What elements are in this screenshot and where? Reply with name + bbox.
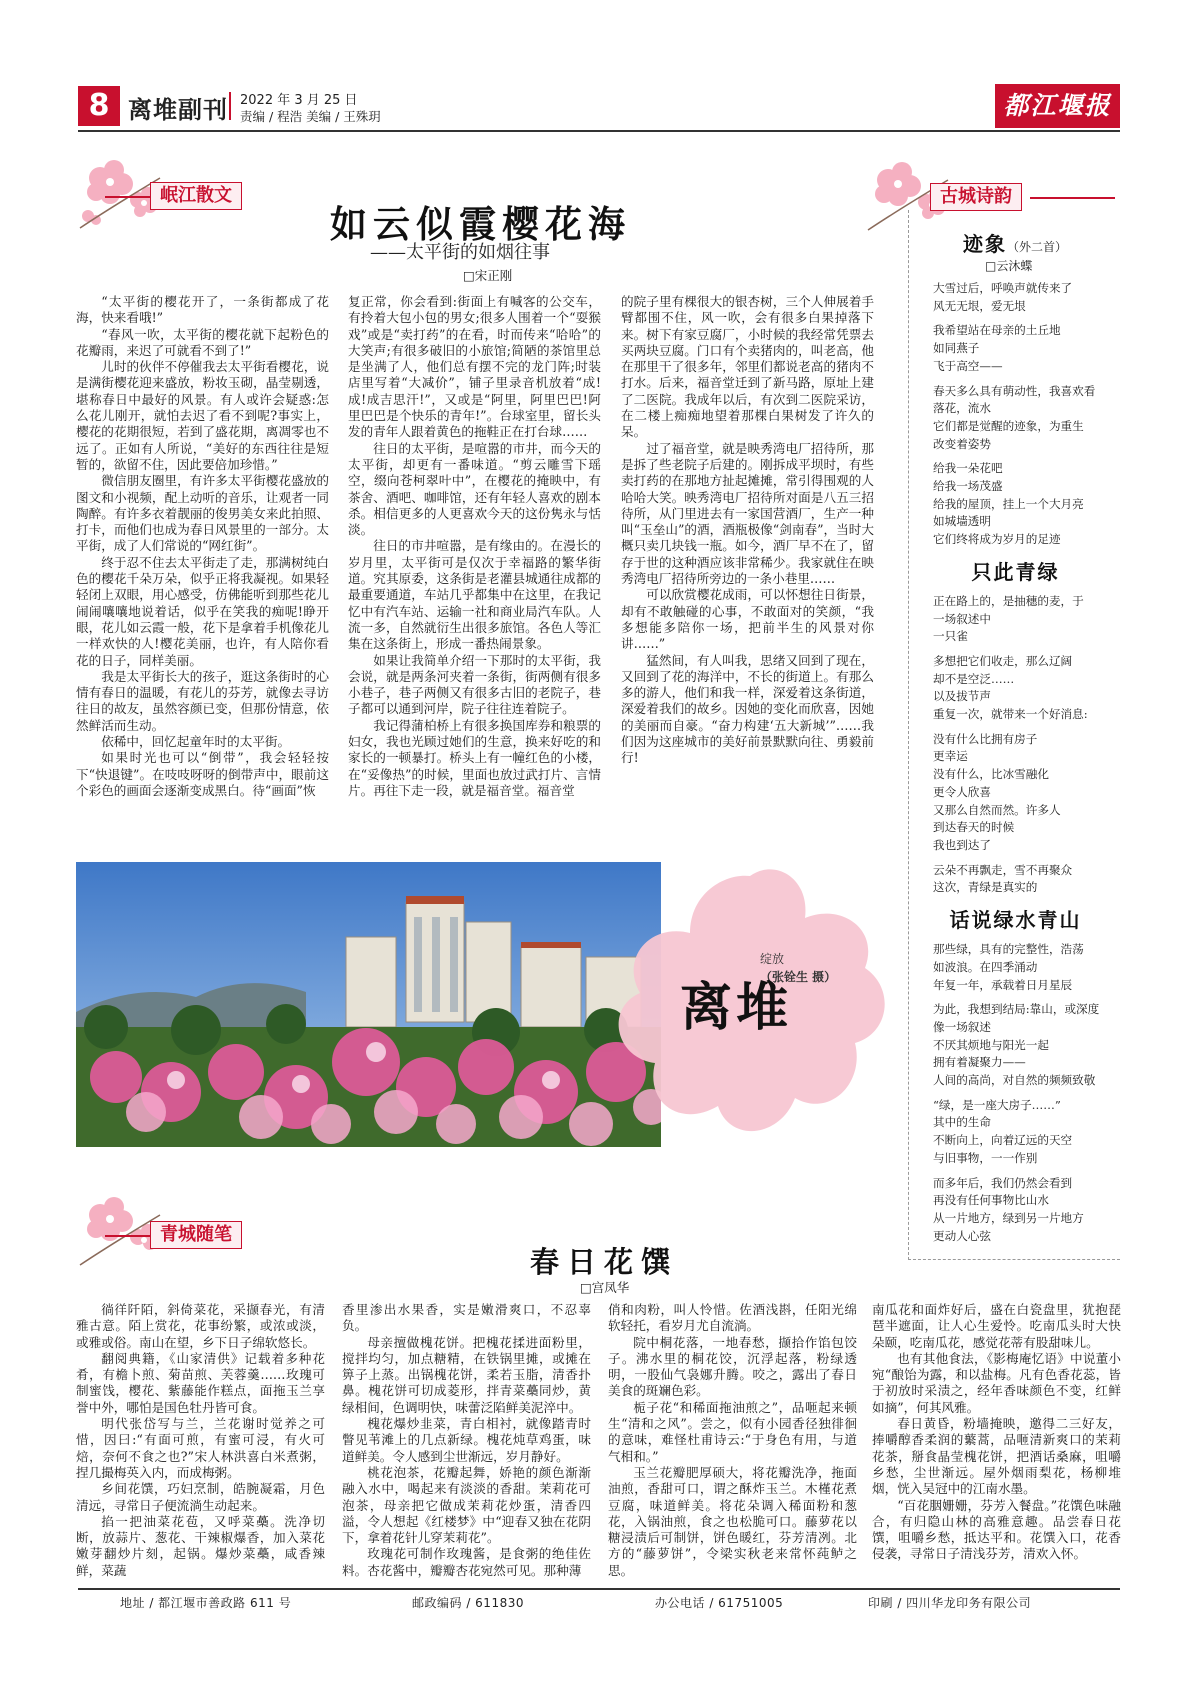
poem-body [933,941,1118,1245]
poem-line: 如波浪。在四季涌动 [933,959,1038,974]
poem-title: 话说绿水青山 [949,908,1082,933]
second-article-column-2 [342,1302,591,1579]
poem-line: 给我一朵花吧 [933,461,1003,476]
paragraph: 南瓜花和面炸好后，盛在白瓷盘里，犹抱琵琶半遮面，让人心生爱怜。吃南瓜头时大快朵颐，吃南瓜花，感觉花蒂有股甜味儿。 [872,1302,1121,1350]
poem-stanza [933,460,1118,549]
poem-author: □云沐蝶 [985,259,1033,273]
poem-title: 只此青绿 [971,559,1060,584]
poem-line: 更令人欣喜 [933,784,991,799]
poem-line: 而多年后，我们仍然会看到 [933,1175,1073,1190]
paragraph: 往日的市井喧嚣，是有缘由的。在漫长的岁月里，太平街可是仅次于幸福路的繁华街道。究其原委，这条街是老灌县城通往成都的最重要通道，车站几乎都集中在这里，在我记忆中有汽车站、运输一社和商业局汽车队。人流一多，自然就衍生出很多旅馆。各色人等汇集在这条街上，形成一番热闹景象。 [348,538,601,652]
poem-line: 以及拔节声 [933,689,991,704]
paragraph: 我是太平街长大的孩子，逛这条街时的心情有春日的温暖，有花儿的芬芳，就像去寻访往日的故友，虽然容颜已变，但那份情意，依然鲜活而生动。 [76,668,329,733]
issue-date: 2022 年 3 月 25 日 [240,93,358,108]
paragraph: 微信朋友圈里，有许多太平街樱花盛放的图文和小视频，配上动听的音乐，让观者一同陶醉。有许多衣着靓丽的俊男美女来此拍照、打卡，而他们也成为春日风景里的一部分。太平街，成了人们常说的“网红街”。 [76,473,329,554]
paragraph: 依稀中，回忆起童年时的太平街。 [101,734,291,750]
paragraph: 院中桐花落，一地春愁，撷拾作馅包饺子。沸水里的桐花饺，沉浮起落，粉绿透明，一股仙气袅娜升腾。咬之，露出了春日美食的斑斓色彩。 [608,1334,857,1399]
poem-line: 飞于高空—— [933,358,1003,373]
column-label-qingcheng-essay: 青城随笔 [150,1221,242,1249]
paragraph: 春日黄昏，粉墙掩映，邀得二三好友，捧嚼醇香柔润的蘩蒿，品咂清新爽口的茉莉花茶，掰食晶莹槐花饼，把酒话桑麻，咀嚼乡愁，尘世渐远。屋外烟雨梨花，杨柳堆烟，恍入吴冠中的江南水墨。 [872,1416,1121,1497]
label-line [105,1235,150,1237]
poem-line: 给我一场茂盛 [933,479,1003,494]
poem-line: 云朵不再飘走，雪不再聚众 [933,862,1073,877]
poem-main-title-block [915,228,1115,257]
second-article-column-1 [76,1302,325,1579]
poem-line: 一只雀 [933,629,968,644]
editor-credits: 责编 / 程浩 美编 / 王殊玥 [240,109,381,124]
poem-line: 我希望站在母亲的土丘地 [933,323,1061,338]
paragraph: 的院子里有棵很大的银杏树，三个人伸展着手臂都围不住，风一吹，会有很多白果掉落下来。树下有家豆腐厂，小时候的我经常凭票去买两块豆腐。门口有个卖猪肉的，叫老高，他在那里干了很多年，邻里们都说老高的猪肉不打水。后来，福音堂迁到了新马路，原址上建了二医院。我成年以后，有次到二医院采访，在二楼上痴痴地望着那棵白果树发了许久的呆。 [621,294,874,440]
poem-stanza [933,1001,1118,1090]
paragraph: 徜徉阡陌，斜倚菜花，采撷春光，有清雅古意。陌上赏花，花事纷繁，或浓或淡，或雅或俗。南山在望，乡下日子绵软悠长。 [76,1302,325,1350]
paragraph: 如果时光也可以“倒带”，我会轻轻按下“快退键”。在吱吱呀呀的倒带声中，眼前这个彩色的画面会逐渐变成黑白。待“画面”恢 [76,750,329,798]
paragraph: 俏和肉粉，叫人怜惜。佐酒浅斟，任阳光绵软轻托，看岁月尤自流淌。 [608,1302,857,1334]
paragraph: 可以欣赏樱花成雨，可以怀想往日街景，却有不敢触碰的心事，不敢面对的笑颜，“我多想能多陪你一场，把前半生的风景对你讲……” [621,587,874,652]
paragraph: “太平街的樱花开了，一条街都成了花海，快来看哦!” [76,294,329,326]
paragraph: 猛然间，有人叫我，思绪又回到了现在，又回到了花的海洋中，不长的街道上。有那么多的游人，他们和我一样，深爱着这条街道，深爱着我们的故乡。因她的变化而欣喜，因她的美丽而自豪。“奋力构建‘五大新城’”……我们因为这座城市的美好前景默默向往、勇毅前行! [621,652,874,766]
poem-line: 这次，青绿是真实的 [933,880,1038,895]
poem-line: 为此，我想到结局:靠山，或深度 [933,1002,1100,1017]
paragraph: 我记得蒲柏桥上有很多换国库券和粮票的妇女，我也光顾过她们的生意，换来好吃的和家长的一顿暴打。桥头上有一幢红色的小楼，在“妥像热”的时候，里面也放过武打片、言情片。再往下走一段，就是福音堂。福音堂 [348,717,601,798]
label-line [1030,197,1115,199]
poem-line: 那些绿，具有的完整性，浩荡 [933,942,1084,957]
poem-line: 落花，流水 [933,401,991,416]
poem-line: 没有什么比拥有房子 [933,731,1038,746]
photo-caption-title: 绽放 [760,952,785,966]
second-article-title: 春日花馔 [530,1245,679,1279]
poem-stanza [933,653,1118,724]
poem-line: 给我的屋顶，挂上一个大月亮 [933,496,1084,511]
paragraph: 明代张岱写与兰，兰花谢时觉养之可惜，因曰:“有面可煎，有蜜可浸，有火可焙，奈何不食之也?”宋人林洪喜白米煮粥，捏几撮梅英入内，而成梅粥。 [76,1416,325,1480]
poem-line: 如城墙透明 [933,514,991,529]
poem-line: 我也到达了 [933,837,991,852]
poem-line: 大雪过后，呼唤声就传来了 [933,281,1073,295]
paragraph: 往日的太平街，是喧嚣的市井，而今天的太平街，却更有一番味道。“剪云雕雪下瑶空，缀向苍柯翠叶中”，在樱花的掩映中，有茶舍、酒吧、咖啡馆，还有年轻人喜欢的剧本杀。相信更多的人更喜欢今天的这份隽永与恬淡。 [348,440,601,538]
paragraph: “春风一吹，太平街的樱花就下起粉色的花瓣雨，来迟了可就看不到了!” [76,326,329,358]
poem-stanza [933,383,1118,454]
page-number: 8 [78,86,120,126]
poem-stanza [933,731,1118,855]
poem-stanza [933,322,1118,375]
poem-line: 改变着姿势 [933,436,991,451]
label-line [105,196,150,198]
poem-line: 如同燕子 [933,341,980,356]
poem-stanza [933,1175,1118,1246]
paragraph: 母亲擅做槐花饼。把槐花揉进面粉里，搅拌均匀，加点糖精，在铁锅里摊，或摊在箅子上蒸。出锅槐花饼，柔若玉脂，清香扑鼻。槐花饼可切成菱形，拌青菜蘽同炒，黄绿相间，色调明快，味蕾泛陷鲜美泥淬中。 [342,1334,591,1415]
newspaper-masthead: 都江堰报 [995,84,1120,128]
paragraph: 也有其他食法，《影梅庵忆语》中说董小宛“酿饴为露，和以盐梅。凡有色香花蕊，皆于初放时采渍之，经年香味颜色不变，红鲜如摘”，何其风雅。 [872,1350,1121,1415]
poem-line: 更动人心弦 [933,1228,991,1243]
paragraph: 栀子花“和稀面拖油煎之”，品咂起来顿生“清和之风”。尝之，似有小园香径独徘徊的意味，难怪杜甫诗云:“于身色有用，与道气相和。” [608,1399,857,1464]
paragraph: 玉兰花瓣肥厚硕大，将花瓣洗净，拖面油煎，香甜可口，谓之酥炸玉兰。木槿花煮豆腐，味道鲜美。将花朵调入稀面粉和葱花，入锅油煎，食之也松脆可口。藤萝花以糖浸渍后可制饼，饼色暖红，芬芳清冽。北方的“藤萝饼”，令梁实秋老来常怀莼鲈之思。 [608,1464,857,1578]
main-article-subtitle: ——太平街的如烟往事 [370,242,550,263]
second-article-author: □宫凤华 [580,1280,630,1295]
poem-line: 从一片地方，绿到另一片地方 [933,1210,1084,1225]
poem-line: 正在路上的，是抽穗的麦，于 [933,593,1084,608]
poem-line: “绿，是一座大房子……” [933,1097,1061,1112]
poem-body [933,593,1118,897]
poem-line: 人间的高尚，对自然的频频致敬 [933,1073,1096,1088]
column-label-minjiang-prose: 岷江散文 [150,182,242,210]
second-article-column-4 [872,1302,1121,1563]
second-article-column-3 [608,1302,857,1579]
poem-line: 年复一年，承载着日月星辰 [933,977,1073,992]
paragraph: 掐一把油菜花苞，又呼菜蘽。洗净切断，放蒜片、葱花、干辣椒爆香，加入菜花嫩芽翻炒片刻，起锅。爆炒菜蘽，咸香辣鲜，菜蔬 [76,1513,325,1578]
poem-title-note: （外二首） [1006,240,1067,254]
main-article-author: □宋正刚 [463,268,513,283]
poem-line: 春天多么具有萌动性，我喜欢看 [933,383,1096,398]
poem-stanza [933,593,1118,646]
poem-line: 重复一次，就带来一个好消息: [933,707,1088,722]
paragraph: 如果让我简单介绍一下那时的太平街，我会说，就是两条河夹着一条街，街两侧有很多小巷子，巷子两侧又有很多古旧的老院子，巷子都可以通到河岸，院子往往连着院子。 [348,652,601,717]
paragraph: 槐花爆炒韭菜，青白相衬，就像踏青时瞥见苇滩上的几点新绿。槐花炖草鸡蛋，味道鲜美。令人感到尘世渐远，岁月静好。 [342,1416,591,1464]
paragraph: 儿时的伙伴不停催我去太平街看樱花，说是满街樱花迎来盛放，粉妆玉砌，晶莹剔透，堪称春日中最好的风景。有人或许会疑惑:怎么花儿刚开，就怕去迟了看不到呢?事实上，樱花的花期很短，若到了盛花期，离凋零也不远了。正如有人所说，“美好的东西往往是短暂的，欲留不住，因此要倍加珍惜。” [76,359,329,472]
main-article-column-3 [621,294,874,767]
paragraph: 乡间花馔，巧妇烹制，皓腕凝霜，月色清远，寻常日子便流淌生动起来。 [76,1481,325,1513]
poem-line: 没有什么，比冰雪融化 [933,767,1049,782]
footer-postcode: 邮政编码 / 611830 [412,1596,524,1610]
poem-title: 迹象 [962,232,1007,256]
main-article-column-1 [76,294,329,799]
poem-line: 却不是空泛…… [933,671,1015,686]
paragraph: 桃花泡茶，花瓣起舞，娇艳的颜色渐渐融入水中，喝起来有淡淡的香甜。茉莉花可泡茶，母亲把它做成茉莉花炒蛋，清香四溢，令人想起《红楼梦》中“迎春又独在花阴下，拿着花针儿穿茉莉花”。 [342,1464,591,1546]
main-article-column-2 [348,294,601,799]
photo-feature-title: 离堆 [680,977,793,1038]
footer-address: 地址 / 都江堰市善政路 611 号 [120,1596,292,1610]
main-article-title: 如云似霞樱花海 [330,202,631,246]
poem-line: 其中的生命 [933,1115,991,1130]
footer-rule [78,1588,1120,1590]
photo-credit: （张铨生 摄） [760,970,837,984]
poetry-body [933,280,1118,1252]
poem-stanza [933,1097,1118,1168]
poem-stanza [933,862,1118,897]
header-rule [78,130,1120,132]
footer-printer: 印刷 / 四川华龙印务有限公司 [868,1596,1032,1610]
poem-stanza [933,941,1118,994]
paragraph: 香里渗出水果香，实是嫩滑爽口，不忍辜负。 [342,1302,591,1334]
paragraph: 翻阅典籍，《山家清供》记载着多种花肴，有檐卜煎、菊苗煎、芙蓉羹……玫瑰可制蜜饯，樱花、紫藤能作糕点，面拖玉兰享誉中外，哪怕是国色牡丹皆可食。 [76,1350,325,1415]
poem-line: 不断向上，向着辽远的天空 [933,1133,1073,1148]
poem-line: 它们终将成为岁月的足迹 [933,532,1061,547]
poem-body [933,280,1118,549]
poem-line: 一场叙述中 [933,611,991,626]
poem-line: 它们都是觉醒的迹象，为重生 [933,418,1084,433]
paragraph: 过了福音堂，就是映秀湾电厂招待所，那是拆了些老院子后建的。刚拆成平坝时，有些卖打药的在那地方扯起摊摊，常引得围观的人哈哈大笑。映秀湾电厂招待所对面是八五三招待所，从门里进去有一家国营酒厂，生产一种叫“玉垒山”的酒，酒瓶极像“剑南春”，当时大概只卖几块钱一瓶。如今，酒厂早不在了，留存于世的这种酒应该非常稀少。我家就住在映秀湾电厂招待所旁边的一条小巷里…… [621,440,874,587]
poem-line: 再没有任何事物比山水 [933,1193,1049,1208]
paragraph: 复正常，你会看到:街面上有喊客的公交车，有拎着大包小包的男女;很多人围着一个“耍猴戏”或是“卖打药”的在看，时而传来“哈哈”的大笑声;有很多破旧的小旅馆;简陋的茶馆里总是坐满了人，他们总有摆不完的龙门阵;时装店里写着“大减价”，铺子里录音机放着“成!成!成吉思汗!”，又或是“阿里，阿里巴巴!阿里巴巴是个快乐的青年!”。台球室里，留长头发的青年人跟着黄色的拖鞋正在打台球…… [348,294,601,440]
header-divider [229,92,231,120]
poem-line: 又那么自然而然。许多人 [933,802,1061,817]
poem-line: 风无无垠，爱无垠 [933,298,1026,313]
poem-line: 多想把它们收走，那么辽阔 [933,653,1073,668]
cherry-blossom-street-photo [76,862,661,1147]
poem-line: 不厌其烦地与阳光一起 [933,1037,1049,1052]
footer-phone: 办公电话 / 61751005 [655,1596,784,1610]
poem-line: 更幸运 [933,749,968,764]
poem-line: 到达春天的时候 [933,820,1015,835]
paragraph: 玫瑰花可制作玫瑰酱，是食粥的绝佳佐料。杏花酱中，瓣瓣杏花宛然可见。那种薄 [342,1546,591,1578]
paragraph: “百花胭姗姗，芬芳入餐盘。”花馔色味融合，有归隐山林的高雅意趣。品尝春日花馔，咀嚼乡愁，抵达平和。花馔入口，花香侵袭，寻常日子清浅芬芳，清欢入怀。 [872,1497,1121,1562]
poem-line: 与旧事物，一一作别 [933,1150,1038,1165]
poem-line: 像一场叙述 [933,1019,991,1034]
paragraph: 终于忍不住去太平街走了走，那满树纯白色的樱花千朵万朵，似乎正将我凝视。如果轻轻闭上双眼，用心感受，仿佛能听到那些花儿闹闹嚷嚷地说着话，似乎在笑我的痴呢!睁开眼，花儿如云霞一般，花下是拿着手机像花儿一样欢快的人!樱花美丽，也许，有人陪你看花的日子，同样美丽。 [76,554,329,668]
section-name: 离堆副刊 [128,96,228,124]
column-label-ancient-city-poetry: 古城诗韵 [930,183,1022,211]
poem-line: 拥有着凝聚力—— [933,1055,1026,1070]
poem-stanza [933,280,1118,315]
